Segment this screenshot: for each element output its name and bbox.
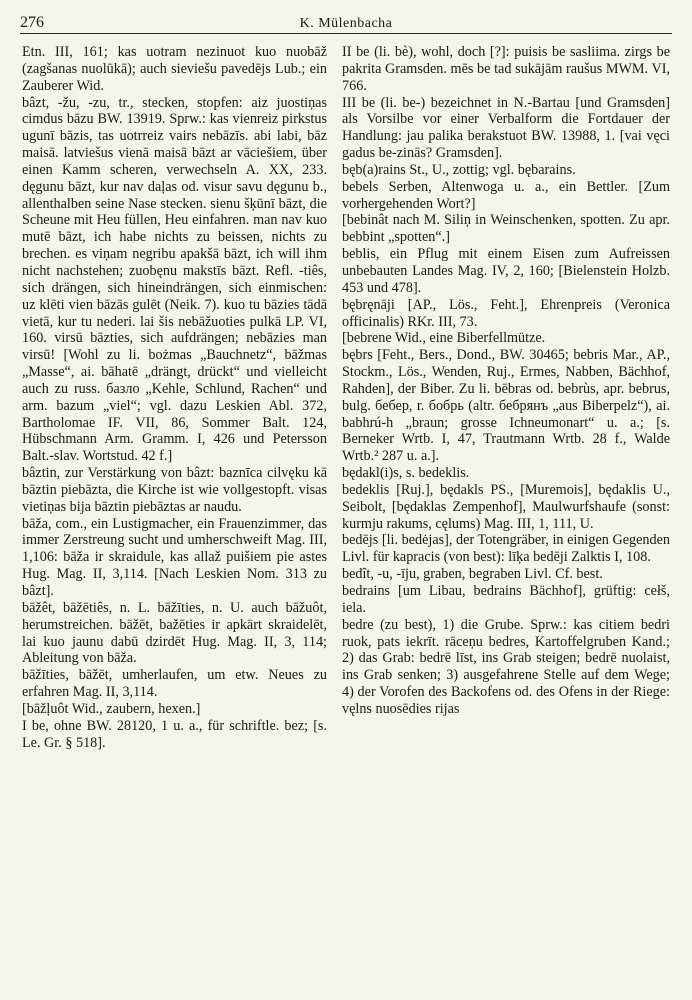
dictionary-entry: I be, ohne BW. 28120, 1 u. a., für schriftle. bez; [s. Le. Gr. § 518]. <box>22 717 327 751</box>
dictionary-entry: beblis, ein Pflug mit einem Eisen zum Aufreissen unbebauten Landes Mag. IV, 2, 160; [Bielenstein Holzb. 453 und 478]. <box>342 246 670 296</box>
dictionary-entry: [bāžļuôt Wid., zaubern, hexen.] <box>22 700 201 717</box>
dictionary-entry: II be (li. bè), wohl, doch [?]: puisis be sasliima. zirgs be pakrita Gramsden. mēs be tad sukājām raušus MWM. VI, 766. <box>342 44 670 94</box>
header-rule <box>20 33 672 34</box>
dictionary-entry: bedre (zu best), 1) die Grube. Sprw.: kas citiem bedri ruok, pats iekrīt. rāceņu bedres, Kartoffelgruben Kand.; 2) das Grab: bedrē līst, ins Grab steigen; bedrē nuolaist, ins Grab senken; 3) ausgefahrene Stelle auf dem Wege; 4) der Vorofen des Backofens od. des Ofens in der Riege: vęlns nuosēdies rijas <box>342 616 670 717</box>
dictionary-entry: bāža, com., ein Lustigmacher, ein Frauenzimmer, das immer Zerstreung sucht und umherschweift Mag. III, 1,106: bāža ir skraidule, kas allaž puišiem pie astes Hug. Mag. II, 3,114. [Nach Leskien Nom. 313 zu bâzt]. <box>22 515 327 599</box>
page-number: 276 <box>20 14 44 31</box>
dictionary-entry: bębręnāji [AP., Lös., Feht.], Ehrenpreis (Veronica officinalis) RKr. III, 73. <box>342 296 670 330</box>
dictionary-entry: Etn. III, 161; kas uotram nezinuot kuo nuobāž (zagšanas nuolūkā); auch sieviešu pavedējs Lub.; ein Zauberer Wid. <box>22 44 327 94</box>
dictionary-entry: bebels Serben, Altenwoga u. a., ein Bettler. [Zum vorhergehenden Wort?] <box>342 178 670 212</box>
dictionary-entry: bedît, -u, -īju, graben, begraben Livl. Cf. best. <box>342 566 603 583</box>
dictionary-entry: bęb(a)rains St., U., zottig; vgl. bębarains. <box>342 161 576 178</box>
dictionary-entry: III be (li. be-) bezeichnet in N.-Bartau [und Gramsden] als Vorsilbe vor einer Verbalform die Fortdauer der Handlung: jau palika berakstuot BW. 13988, 1. [vai vęci gadus be-zinās? Gramsden]. <box>342 94 670 162</box>
left-column <box>22 44 327 988</box>
dictionary-entry: [bebrene Wid., eine Biberfellmütze. <box>342 330 546 347</box>
dictionary-entry: będakl(i)s, s. bedeklis. <box>342 465 470 482</box>
dictionary-entry: bāžêt, bāžētiês, n. L. bāžīties, n. U. auch bāžuôt, herumstreichen. bāžēt, bažēties ir apkārt skraidelēt, lai kuo jaunu dabū dzirdēt Hug. Mag. II, 3, 114; Ableitung von bāža. <box>22 599 327 667</box>
dictionary-entry: bębrs [Feht., Bers., Dond., BW. 30465; bebris Mar., AP., Stockm., Lös., Wenden, Ruj., Ermes, Nabben, Bächhof, Rahden], der Biber. Zu li. bēbras od. bebrùs, apr. bebrus, bulg. бебер, r. бобрь (altr. бебрянъ „aus Biberpelz“), ai. babhrú-h „braun; grosse Ichneumonart“ u. a.; [s. Berneker Wrtb. I, 47, Trautmann Wrtb. 28 f., Walde Wrtb.² 287 u. a.]. <box>342 347 670 465</box>
dictionary-entry: bâztin, zur Verstärkung von bâzt: baznīca cilvęku kā bāztin piebāzta, die Kirche ist wie vollgestopft. visas vietiņas bija bāztin piebāztas ar naudu. <box>22 465 327 515</box>
dictionary-entry: bâzt, -žu, -zu, tr., stecken, stopfen: aiz juostiņas cimdus bāzu BW. 13919. Sprw.: kas vienreiz pirkstus ugunī bāzis, tas uotrreiz vairs nebāzīs. abi labi, bāz maisā. latviešus vienā maisā bāzt ar vāciešiem, über einen Kamm scheren, verwechseln A. XX, 233. dęgunu bāzt, kur nav daļas od. visur savu dęgunu b., allenthalben seine Nase stecken. sienu šķūnī bāzt, die Scheune mit Heu füllen, Heu einfahren. man nav kuo mutē bāzt, ich habe nichts zu beissen, nichts zu brechen. es viņam negribu apakšā bāzt, ich will ihm nicht nachstehen; zuobęnu makstīs bāzt. Refl. -tiês, sich drängen, sich hineindrängen, sich einmischen: uz klēti vien bāzās gulēt (Neik. 7). kuo tu bāzies tādā vietā, kur tu nederi. lai šis nebāžuoties pulkā LP. VI, 160. virsū bāzties, sich aufdrängen; nebāzies man virsū! [Wohl zu li. bożmas „Bauchnetz“, bāžmas „Masse“, ai. bāhatē „drängt, drückt“ und vielleicht auch zu russ. базло „Kehle, Schlund, Rachen“ und arm. bazum „viel“; vgl. dazu Leskien Abl. 372, Bartholomae IF. VII, 86, Sommer Balt. 124, Hübschmann Arm. Gramm. I, 426 und Petersson Balt.-slav. Wortstud. 42 f.] <box>22 94 327 465</box>
right-column <box>342 44 670 988</box>
running-head: K. Mülenbacha <box>299 16 393 31</box>
dictionary-entry: bedrains [um Libau, bedrains Bächhof], grüftig: cełš, iela. <box>342 583 670 616</box>
dictionary-entry: bedējs [li. bedėjas], der Totengräber, in einigen Gegenden Livl. für kapracis (von best): līķa bedēji Zalktis I, 108. <box>342 532 670 566</box>
dictionary-entry: bedeklis [Ruj.], będakls PS., [Muremois], będaklis U., Seibolt, [będaklas Zempenhof], Maulwurfshaufe (sonst: kurmju rakums, cęlums) Mag. III, 1, 111, U. <box>342 481 670 532</box>
dictionary-entry: [bebinât nach M. Siliņ in Weinschenken, spotten. Zu apr. bebbint „spotten“.] <box>342 212 670 246</box>
dictionary-entry: bāžīties, bāžēt, umherlaufen, um etw. Neues zu erfahren Mag. II, 3,114. <box>22 667 327 701</box>
